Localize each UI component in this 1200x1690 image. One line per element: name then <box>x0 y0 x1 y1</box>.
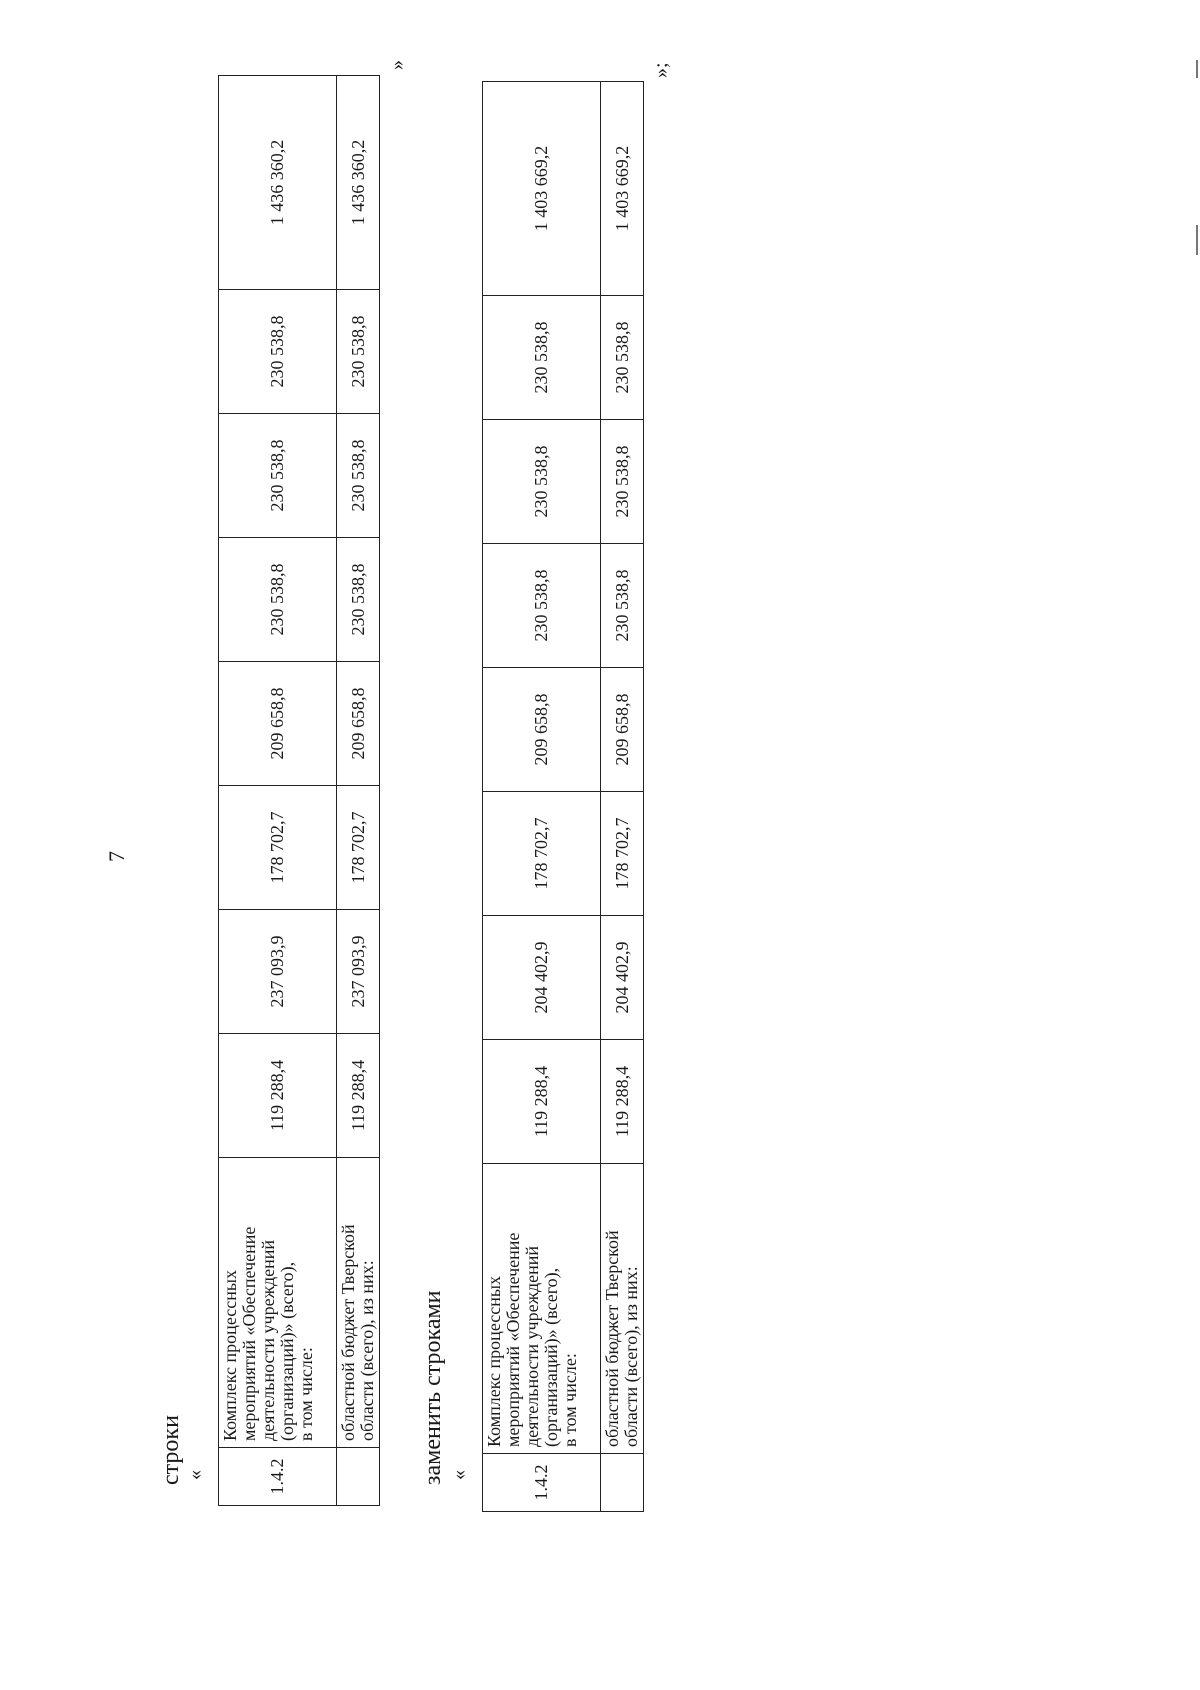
value-cell-total: 1 403 669,2 <box>483 82 601 296</box>
value-cell: 119 288,4 <box>483 1040 601 1164</box>
value-cell: 230 538,8 <box>601 420 644 544</box>
table-row <box>219 76 337 1506</box>
description-line: в том числе: <box>296 1347 316 1441</box>
value-cell: 209 658,8 <box>601 668 644 792</box>
description-line: деятельности учреждений <box>522 1245 542 1447</box>
value-cell-total: 1 436 360,2 <box>337 76 380 290</box>
open-quote-new: « <box>448 1470 470 1480</box>
description-line: области (всего), из них: <box>621 1266 641 1447</box>
value-cell: 230 538,8 <box>483 420 601 544</box>
page-number: 7 <box>104 851 129 862</box>
description-line: областной бюджет Тверской <box>602 1230 622 1447</box>
label-new-rows: заменить строками <box>420 1290 446 1485</box>
value-cell: 209 658,8 <box>483 668 601 792</box>
close-quote-old: » <box>386 60 408 70</box>
value-cell: 237 093,9 <box>337 910 380 1034</box>
value-cell: 230 538,8 <box>337 538 380 662</box>
value-cell: 230 538,8 <box>483 544 601 668</box>
description-line: Комплекс процессных <box>484 1276 504 1447</box>
value-cell: 230 538,8 <box>601 296 644 420</box>
value-cell: 178 702,7 <box>601 792 644 916</box>
value-cell: 237 093,9 <box>219 910 337 1034</box>
row-code: 1.4.2 <box>483 1454 601 1512</box>
scan-edge-mark <box>1196 225 1198 255</box>
value-cell: 230 538,8 <box>219 538 337 662</box>
table-row <box>601 82 644 1512</box>
row-code: 1.4.2 <box>219 1448 337 1506</box>
value-cell: 230 538,8 <box>219 414 337 538</box>
scan-edge-mark <box>1196 60 1198 78</box>
value-cell: 230 538,8 <box>601 544 644 668</box>
value-cell-total: 1 403 669,2 <box>601 82 644 296</box>
description-line: областной бюджет Тверской <box>338 1224 358 1441</box>
value-cell: 209 658,8 <box>219 662 337 786</box>
value-cell: 204 402,9 <box>601 916 644 1040</box>
value-cell: 119 288,4 <box>337 1034 380 1158</box>
description-line: Комплекс процессных <box>220 1270 240 1441</box>
description-line: деятельности учреждений <box>258 1239 278 1441</box>
table-row <box>483 82 601 1512</box>
table-new <box>482 81 644 1512</box>
value-cell: 119 288,4 <box>219 1034 337 1158</box>
row-description <box>601 1164 644 1454</box>
table-row <box>337 76 380 1506</box>
value-cell: 178 702,7 <box>337 786 380 910</box>
value-cell: 178 702,7 <box>483 792 601 916</box>
table-old <box>218 75 380 1506</box>
value-cell: 204 402,9 <box>483 916 601 1040</box>
close-quote-new: »; <box>650 62 672 78</box>
row-code <box>337 1448 380 1506</box>
value-cell-total: 1 436 360,2 <box>219 76 337 290</box>
description-line: мероприятий «Обеспечение <box>503 1232 523 1447</box>
description-line: (организаций)» (всего), <box>541 1267 561 1447</box>
row-description <box>337 1158 380 1448</box>
value-cell: 230 538,8 <box>483 296 601 420</box>
label-old-rows: строки <box>158 1415 184 1485</box>
row-code <box>601 1454 644 1512</box>
value-cell: 178 702,7 <box>219 786 337 910</box>
value-cell: 119 288,4 <box>601 1040 644 1164</box>
description-line: области (всего), из них: <box>357 1260 377 1441</box>
rotated-page-content <box>104 60 710 1610</box>
description-line: мероприятий «Обеспечение <box>239 1226 259 1441</box>
row-description <box>483 1164 601 1454</box>
value-cell: 230 538,8 <box>337 290 380 414</box>
value-cell: 230 538,8 <box>337 414 380 538</box>
open-quote-old: « <box>184 1470 206 1480</box>
value-cell: 209 658,8 <box>337 662 380 786</box>
description-line: (организаций)» (всего), <box>277 1261 297 1441</box>
value-cell: 230 538,8 <box>219 290 337 414</box>
row-description <box>219 1158 337 1448</box>
description-line: в том числе: <box>560 1353 580 1447</box>
